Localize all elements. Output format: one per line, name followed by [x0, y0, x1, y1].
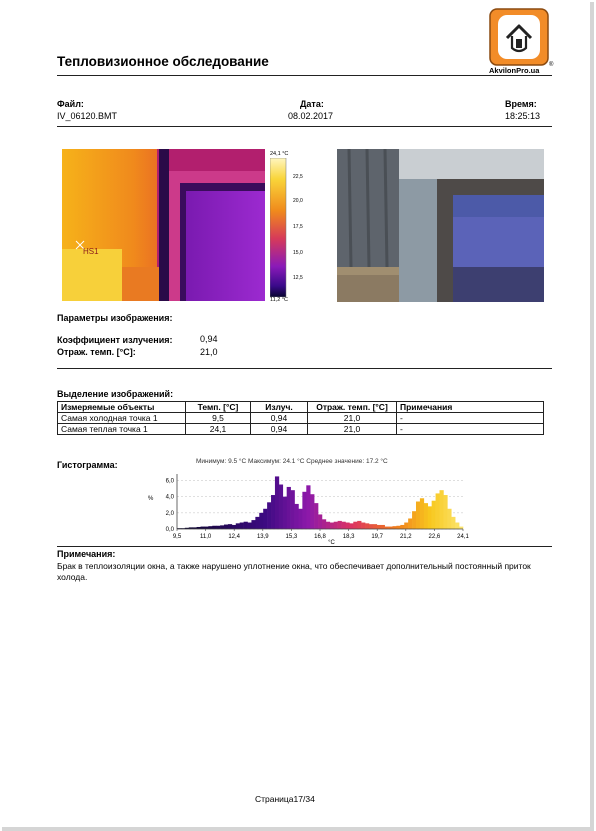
title-divider — [57, 75, 552, 76]
scale-tick: 20,0 — [293, 198, 303, 204]
histogram-bar — [216, 526, 220, 529]
histogram-bar — [424, 503, 428, 529]
histogram-bar — [232, 525, 236, 529]
file-value: IV_06120.BMT — [57, 111, 118, 121]
file-label: Файл: — [57, 99, 84, 109]
histogram-bar — [240, 523, 244, 529]
table-cell: 9,5 — [186, 413, 251, 424]
histogram-bar — [365, 523, 369, 529]
x-tick-label: 15,3 — [285, 534, 298, 540]
histogram-bar — [220, 525, 224, 529]
notes-text: Брак в теплоизоляции окна, а также нарушено уплотнение окна, что обеспечивает дополнительный постоянный приток холода. — [57, 561, 531, 582]
scale-max-label: 24,1 °C — [270, 151, 289, 157]
scale-tick: 17,5 — [293, 224, 303, 230]
hotspot-marker-label: HS1 — [83, 247, 99, 256]
histogram-bar — [428, 506, 432, 529]
histogram-bar — [310, 494, 314, 529]
column-header: Примечания — [397, 402, 544, 413]
thermal-picture — [62, 149, 265, 301]
histogram-bar — [396, 526, 400, 529]
logo-text: AkvilonPro.ua — [489, 66, 540, 75]
histogram-bar — [373, 524, 377, 529]
emissivity-value: 0,94 — [200, 334, 218, 344]
histogram-bar — [342, 522, 346, 529]
column-header: Измеряемые объекты — [58, 402, 186, 413]
color-scale-bar — [270, 158, 290, 297]
params-divider — [57, 368, 552, 369]
x-tick-label: 18,3 — [342, 534, 355, 540]
x-tick-label: 13,9 — [256, 534, 269, 540]
histogram-bar — [404, 523, 408, 529]
histogram-bar — [443, 495, 447, 529]
table-cell: - — [397, 413, 544, 424]
histogram-bar — [420, 498, 424, 529]
date-value: 08.02.2017 — [288, 111, 334, 121]
histogram-bar — [295, 504, 299, 529]
histogram-bar — [208, 526, 212, 529]
histogram-bar — [271, 495, 275, 529]
histogram-bar — [287, 487, 291, 529]
table-cell: 21,0 — [308, 424, 397, 435]
table-cell: Самая холодная точка 1 — [58, 413, 186, 424]
histogram-bar — [400, 525, 404, 529]
histogram-bar — [314, 503, 318, 529]
histogram-bar — [322, 519, 326, 529]
x-tick-label: 11,0 — [199, 534, 212, 540]
histogram-bar — [224, 525, 228, 529]
histogram-bar — [279, 485, 283, 529]
histogram-bar — [369, 524, 373, 529]
histogram-bar — [251, 520, 255, 529]
params-heading: Параметры изображения: — [57, 313, 173, 323]
notes-divider — [57, 546, 552, 547]
page-number: Страница17/34 — [255, 794, 315, 804]
histogram-bar — [318, 514, 322, 529]
scale-min-label: 11,2 °C — [270, 297, 288, 303]
x-tick-label: 12,4 — [228, 534, 241, 540]
histogram-bar — [275, 476, 279, 529]
histogram-bar — [255, 517, 259, 529]
histogram-bar — [263, 509, 267, 529]
histogram-bar — [248, 523, 252, 529]
histogram-bar — [439, 490, 443, 529]
table-row — [58, 413, 544, 424]
histogram-bar — [377, 525, 381, 529]
scale-tick: 22,5 — [293, 174, 303, 180]
histogram-bar — [381, 525, 385, 529]
logo-registered-mark: ® — [549, 62, 554, 68]
window-photo-picture — [337, 149, 544, 302]
histogram-bar — [436, 493, 440, 529]
histogram-bar — [345, 523, 349, 529]
thermal-image — [62, 149, 265, 301]
x-tick-label: 19,7 — [371, 534, 384, 540]
histogram-summary: Минимум: 9.5 °C Максимум: 24.1 °C Среднее значение: 17.2 °C — [196, 458, 388, 465]
histogram-bar — [455, 523, 459, 529]
column-header: Темп. [°C] — [186, 402, 251, 413]
histogram-bar — [408, 518, 412, 529]
histogram-bar — [451, 517, 455, 529]
histogram-bar — [298, 509, 302, 529]
y-axis-label: % — [148, 496, 154, 502]
x-tick-label: 21,2 — [399, 534, 412, 540]
table-header-row — [58, 402, 544, 413]
histogram-heading: Гистограмма: — [57, 460, 118, 470]
table-cell: 21,0 — [308, 413, 397, 424]
table-cell: Самая теплая точка 1 — [58, 424, 186, 435]
table-cell: - — [397, 424, 544, 435]
date-label: Дата: — [300, 99, 324, 109]
histogram-bar — [244, 522, 248, 529]
column-header: Отраж. темп. [°C] — [308, 402, 397, 413]
histogram-bar — [447, 509, 451, 529]
histogram-chart — [140, 466, 480, 546]
selection-heading: Выделение изображений: — [57, 389, 174, 399]
y-tick-label: 4,0 — [165, 494, 174, 501]
time-label: Время: — [505, 99, 537, 109]
page-title: Тепловизионное обследование — [57, 54, 269, 69]
column-header: Излуч. — [251, 402, 308, 413]
histogram-bar — [361, 523, 365, 529]
histogram-bar — [306, 485, 310, 529]
histogram-bar — [302, 492, 306, 529]
color-scale-gradient — [270, 158, 290, 297]
time-value: 18:25:13 — [505, 111, 541, 121]
x-tick-label: 22,6 — [428, 534, 441, 540]
histogram-bar — [349, 523, 353, 529]
table-cell: 24,1 — [186, 424, 251, 435]
logo — [487, 8, 553, 78]
histogram-bar — [236, 523, 240, 529]
histogram-bar — [228, 524, 232, 529]
scale-tick: 15,0 — [293, 250, 303, 256]
histogram-bar — [412, 511, 416, 529]
reflected-temp-label: Отраж. темп. [°C]: — [57, 347, 136, 357]
y-tick-label: 0,0 — [165, 527, 174, 533]
emissivity-label: Коэффициент излучения: — [57, 335, 173, 345]
y-tick-label: 2,0 — [165, 510, 174, 517]
histogram-bar — [283, 497, 287, 529]
x-tick-label: 9,5 — [172, 534, 182, 540]
histogram-bar — [212, 526, 216, 529]
y-tick-label: 6,0 — [165, 478, 174, 485]
reflected-temp-value: 21,0 — [200, 347, 218, 357]
histogram-bar — [432, 501, 436, 529]
histogram-bar — [357, 521, 361, 529]
meta-divider — [57, 126, 552, 127]
histogram-bar — [291, 490, 295, 529]
histogram-bar — [392, 526, 396, 529]
histogram-bar — [334, 522, 338, 529]
histogram-bar — [259, 513, 263, 529]
x-tick-label: 16,8 — [314, 534, 326, 540]
table-cell: 0,94 — [251, 424, 308, 435]
table-row — [58, 424, 544, 435]
scale-tick: 12,5 — [293, 275, 303, 281]
selection-table — [57, 401, 544, 435]
x-tick-label: 24,1 — [457, 534, 469, 540]
histogram-bar — [416, 502, 420, 530]
table-cell: 0,94 — [251, 413, 308, 424]
histogram-bar — [267, 502, 271, 529]
histogram-bar — [353, 522, 357, 529]
x-axis-unit: °C — [328, 540, 335, 546]
histogram-bar — [338, 521, 342, 529]
notes-heading: Примечания: — [57, 549, 116, 559]
visual-photo — [337, 149, 544, 302]
histogram-bar — [326, 522, 330, 529]
histogram-bar — [330, 523, 334, 529]
